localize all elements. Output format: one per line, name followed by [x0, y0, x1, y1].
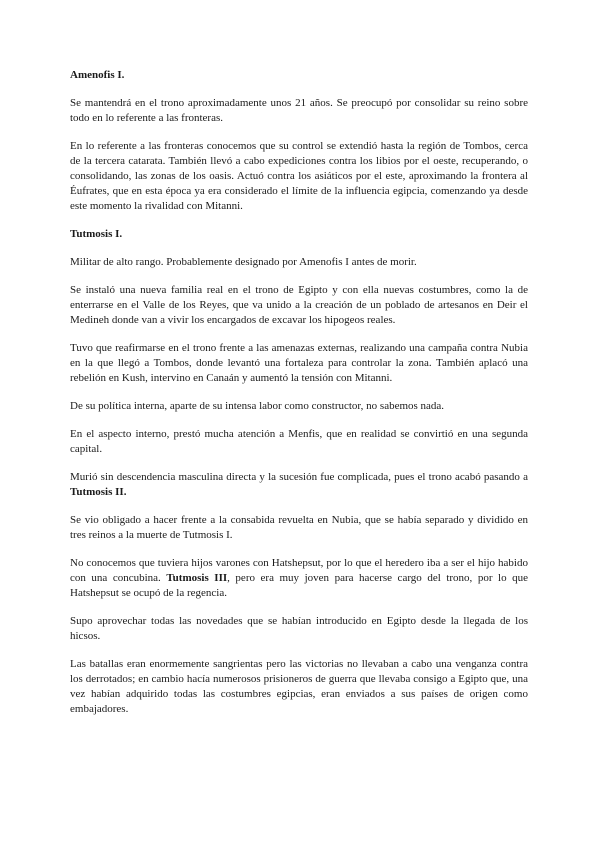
text-run: Se instaló una nueva familia real en el trono de Egipto y con ella nuevas costumbres, como la de enterrarse en el Valle de los Reyes, que va unido a la creación de un poblado de artesanos en Deir el Medineh donde van a vivir los encargados de excavar los hipogeos reales.: [70, 284, 528, 326]
bold-text-run: Tutmosis I.: [70, 228, 123, 240]
paragraph: [70, 556, 528, 601]
bold-text-run: Amenofis I.: [70, 69, 125, 81]
paragraph: [70, 399, 528, 414]
paragraph: [70, 427, 528, 457]
text-run: Murió sin descendencia masculina directa y la sucesión fue complicada, pues el trono acabó pasando a: [70, 471, 528, 483]
text-run: En el aspecto interno, prestó mucha atención a Menfis, que en realidad se convirtió en una segunda capital.: [70, 428, 528, 455]
text-run: Militar de alto rango. Probablemente designado por Amenofis I antes de morir.: [70, 256, 417, 268]
text-run: , pero era muy joven para hacerse cargo del trono, por lo que Hatshepsut se ocupó de la regencia.: [70, 572, 529, 599]
paragraph: [70, 341, 528, 386]
text-run: No conocemos que tuviera hijos varones con Hatshepsut, por lo que el heredero iba a ser el hijo habido con una concubina.: [70, 557, 528, 584]
text-run: Tuvo que reafirmarse en el trono frente a las amenazas externas, realizando una campaña contra Nubia en la que llegó a Tombos, donde levantó una fortaleza para controlar la zona. También aplacó una rebelión en Kush, intervino en Canaán y aumentó la tensión con Mitanni.: [70, 342, 528, 384]
bold-text-run: Tutmosis III: [166, 572, 228, 584]
paragraph: [70, 614, 528, 644]
text-run: Se mantendrá en el trono aproximadamente unos 21 años. Se preocupó por consolidar su reino sobre todo en lo referente a las fronteras.: [70, 97, 528, 124]
text-run: En lo referente a las fronteras conocemos que su control se extendió hasta la región de Tombos, cerca de la tercera catarata. También llevó a cabo expediciones contra los libios por el oeste, recuperando, o consolidando, las zonas de los oasis. Actuó contra los asiáticos por el este, aproximando la frontera al Éufrates, que en esta época ya era considerado el límite de la influencia egipcia, comenzando ya desde este momento la rivalidad con Mitanni.: [70, 140, 528, 212]
paragraph: [70, 657, 528, 717]
text-run: De su política interna, aparte de su intensa labor como constructor, no sabemos nada.: [70, 400, 445, 412]
paragraph: [70, 139, 528, 214]
paragraph: [70, 96, 528, 126]
bold-text-run: Tutmosis II.: [70, 486, 127, 498]
paragraph: [70, 255, 528, 270]
paragraph: [70, 470, 528, 500]
text-run: Las batallas eran enormemente sangrientas pero las victorias no llevaban a cabo una venganza contra los derrotados; en cambio hacía numerosos prisioneros de guerra que llevaba consigo a Egipto que, una vez habían adquirido todas las costumbres egipcias, eran enviados a sus países de origen como embajadores.: [70, 658, 528, 715]
paragraph: [70, 513, 528, 543]
paragraph: [70, 283, 528, 328]
section-heading: [70, 68, 528, 83]
text-run: Se vio obligado a hacer frente a la consabida revuelta en Nubia, que se había separado y dividido en tres reinos a la muerte de Tutmosis I.: [70, 514, 528, 541]
text-run: Supo aprovechar todas las novedades que se habían introducido en Egipto desde la llegada de los hicsos.: [70, 615, 528, 642]
section-heading: [70, 227, 528, 242]
